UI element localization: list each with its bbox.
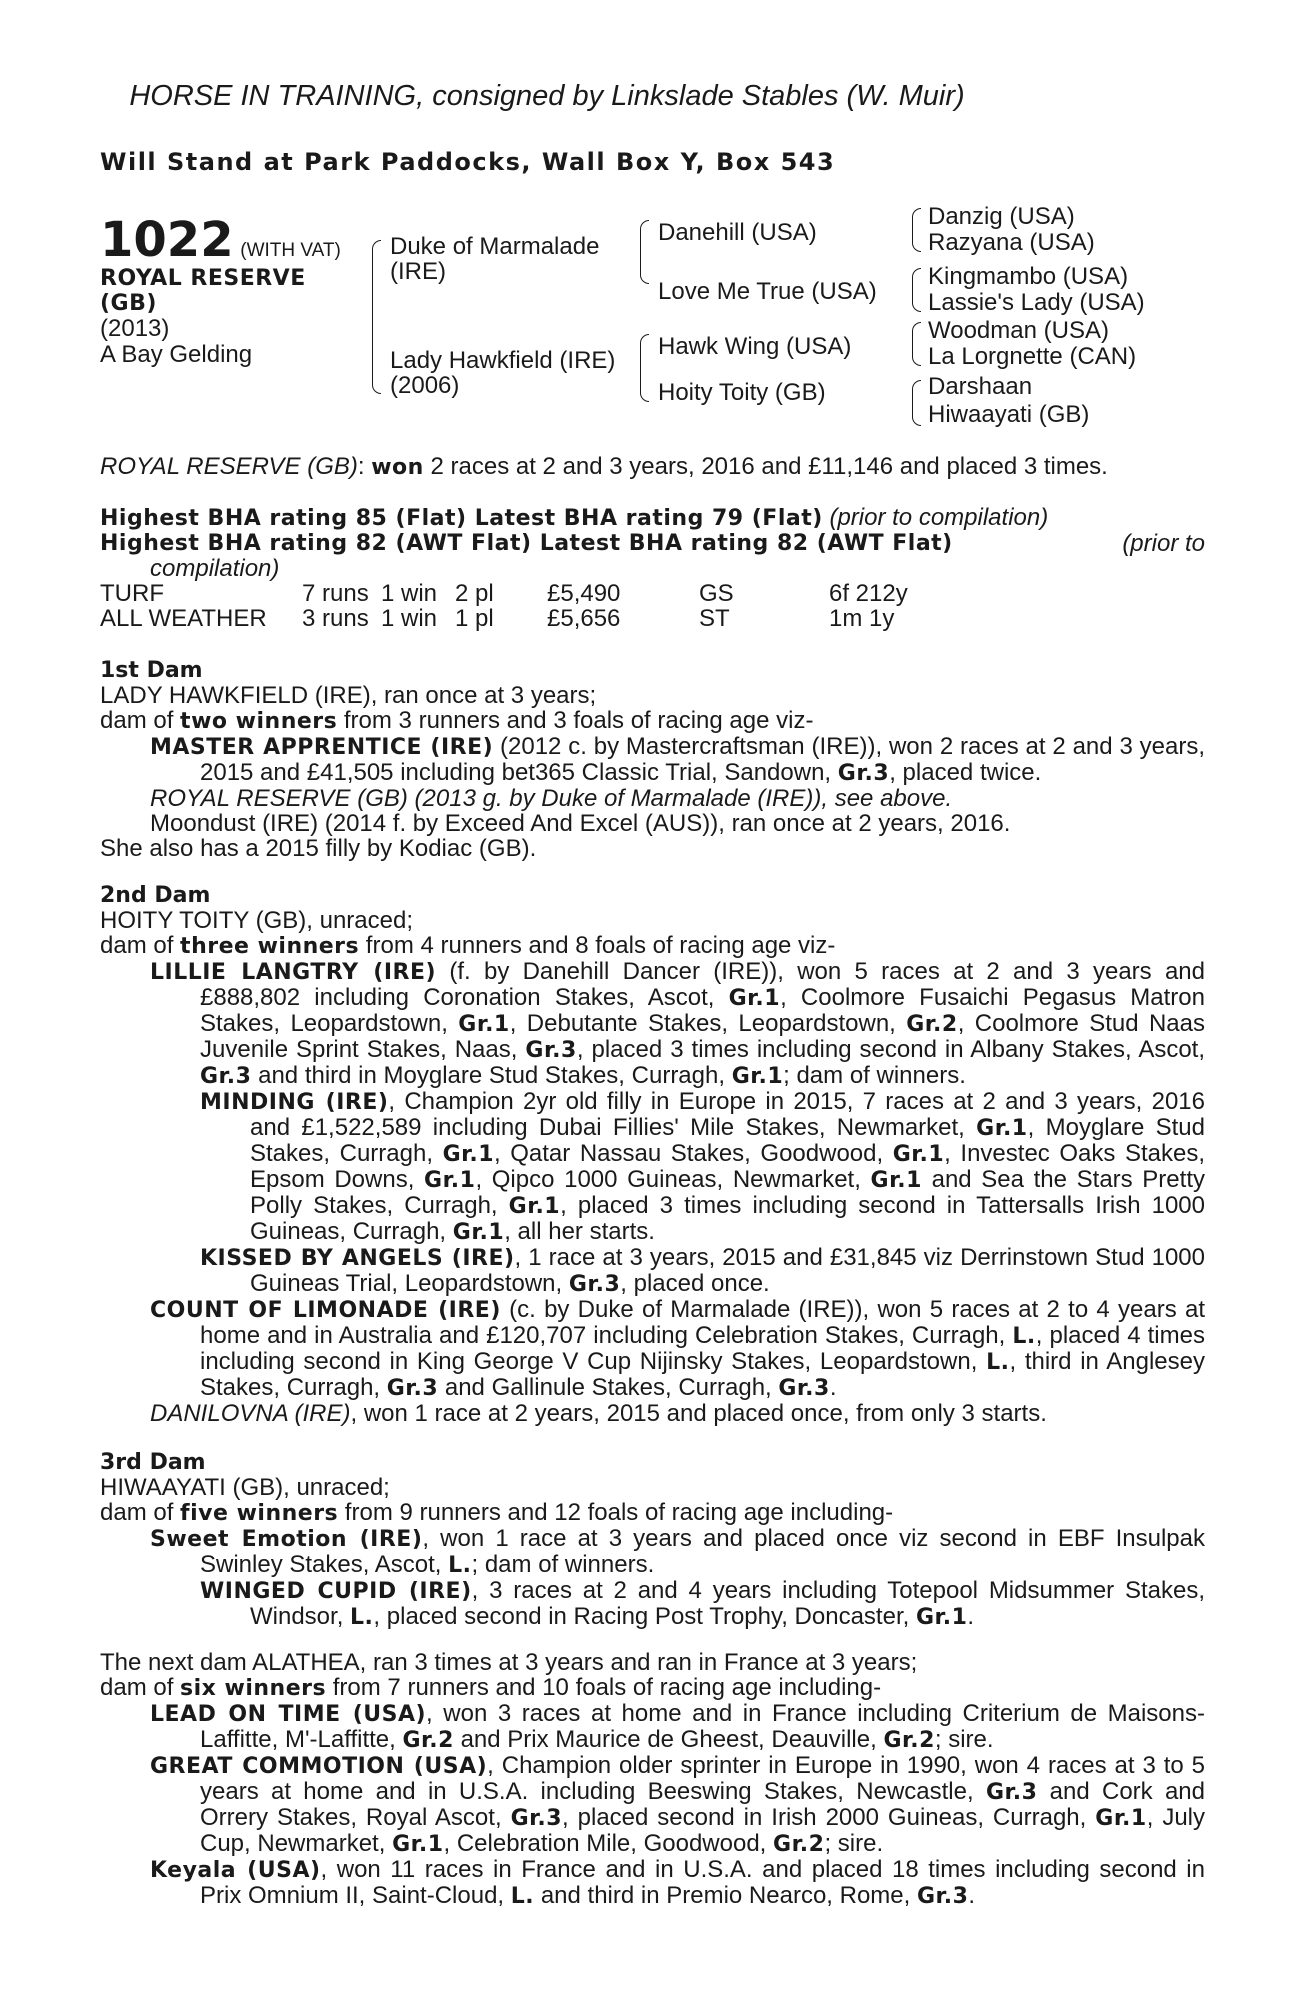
rating-flat: Highest BHA rating 85 (Flat) Latest BHA rating 79 (Flat) <box>100 506 823 531</box>
produce-entry: LILLIE LANGTRY (IRE) (f. by Danehill Dancer (IRE)), won 5 races at 2 and 3 years and £888,802 including Coronation Stakes, Ascot, Gr.1, Coolmore Fusaichi Pegasus Matron Stakes, Leopardstown, Gr.1, Debutante Stakes, Leopardstown, Gr.2, Coolmore Stud Naas Juvenile Sprint Stakes, Naas, Gr.3, placed 3 times including second in Albany Stakes, Ascot, Gr.3 and third in Moyglare Stud Stakes, Curragh, Gr.1; dam of winners. <box>150 958 1206 1089</box>
dam-intro: LADY HAWKFIELD (IRE), ran once at 3 years; <box>100 682 597 709</box>
dam-intro: The next dam ALATHEA, ran 3 times at 3 years and ran in France at 3 years; <box>100 1649 918 1676</box>
third-dam-section <box>100 1450 1205 1630</box>
section-heading: 3rd Dam <box>100 1450 206 1475</box>
summary-won: won <box>371 455 424 480</box>
form-wins: 1 win <box>381 580 438 607</box>
dam-of-line: dam of five winners from 9 runners and 12 foals of racing age including- <box>100 1499 894 1526</box>
form-going: GS <box>699 580 734 607</box>
pedigree-brace <box>912 380 921 426</box>
dam-sire: Hawk Wing (USA) <box>658 333 852 360</box>
form-runs: 7 runs <box>302 580 369 607</box>
pedigree-brace <box>912 268 921 312</box>
pedigree-brace <box>912 322 921 366</box>
sire-dam: Love Me True (USA) <box>658 278 877 305</box>
section-heading: 2nd Dam <box>100 883 211 908</box>
horse-year: (2013) <box>100 315 170 342</box>
form-surface: TURF <box>100 580 164 607</box>
form-earnings: £5,490 <box>547 580 621 607</box>
dam-dam: Hoity Toity (GB) <box>658 379 826 406</box>
form-places: 1 pl <box>455 605 494 632</box>
form-distance: 1m 1y <box>829 605 895 632</box>
second-dam-section <box>100 883 1205 1426</box>
g-sire: Danzig (USA) <box>928 203 1075 230</box>
dam-of-line: dam of two winners from 3 runners and 3 foals of racing age viz- <box>100 707 814 734</box>
produce-entry: GREAT COMMOTION (USA), Champion older sprinter in Europe in 1990, won 4 races at 3 to 5 years at home and in U.S.A. including Beeswing Stakes, Newcastle, Gr.3 and Cork and Orrery Stakes, Royal Ascot, Gr.3, placed second in Irish 2000 Guineas, Curragh, Gr.1, July Cup, Newmarket, Gr.1, Celebration Mile, Goodwood, Gr.2; sire. <box>150 1752 1206 1857</box>
pedigree-brace <box>912 208 921 252</box>
stand-location: Will Stand at Park Paddocks, Wall Box Y, Box 543 <box>100 148 836 176</box>
dam-intro: HOITY TOITY (GB), unraced; <box>100 907 413 934</box>
form-distance: 6f 212y <box>829 580 908 607</box>
pedigree-block <box>100 203 1205 428</box>
g-dam: Razyana (USA) <box>928 229 1095 256</box>
produce-entry: DANILOVNA (IRE), won 1 race at 2 years, 2015 and placed once, from only 3 starts. <box>150 1400 1047 1427</box>
form-going: ST <box>699 605 730 632</box>
g-dam: La Lorgnette (CAN) <box>928 343 1137 370</box>
produce-entry: Sweet Emotion (IRE), won 1 race at 3 years and placed once viz second in EBF Insulpak Swinley Stakes, Ascot, L.; dam of winners. <box>150 1525 1205 1578</box>
g-dam: Hiwaayati (GB) <box>928 401 1090 428</box>
dam: Lady Hawkfield (IRE) (2006) <box>390 347 616 399</box>
pedigree-brace <box>372 240 381 394</box>
section-heading: 1st Dam <box>100 658 203 683</box>
summary-horse: ROYAL RESERVE (GB) <box>100 453 358 480</box>
dam-of-line: dam of six winners from 7 runners and 10 foals of racing age including- <box>100 1674 882 1701</box>
g-sire: Darshaan <box>928 373 1033 400</box>
form-row <box>100 606 1205 631</box>
produce-entry: KISSED BY ANGELS (IRE), 1 race at 3 years, 2015 and £31,845 viz Derrinstown Stud 1000 Guineas Trial, Leopardstown, Gr.3, placed once. <box>200 1244 1205 1297</box>
form-earnings: £5,656 <box>547 605 621 632</box>
lot-header <box>100 212 341 268</box>
horse-name: ROYAL RESERVE (GB) <box>100 266 306 316</box>
dam-of-line: dam of three winners from 4 runners and 8 foals of racing age viz- <box>100 932 836 959</box>
form-surface: ALL WEATHER <box>100 605 267 632</box>
summary-sep: : <box>357 453 372 480</box>
form-places: 2 pl <box>455 580 494 607</box>
g-dam: Lassie's Lady (USA) <box>928 289 1145 316</box>
g-sire: Woodman (USA) <box>928 317 1109 344</box>
g-sire: Kingmambo (USA) <box>928 263 1129 290</box>
first-dam-section <box>100 658 1205 861</box>
next-dam-section <box>100 1650 1205 1909</box>
form-row <box>100 581 1205 606</box>
ratings <box>100 505 1205 631</box>
produce-entry: LEAD ON TIME (USA), won 3 races at home and in France including Criterium de Maisons-Laffitte, M'-Laffitte, Gr.2 and Prix Maurice de Gheest, Deauville, Gr.2; sire. <box>150 1700 1205 1753</box>
dam-intro: HIWAAYATI (GB), unraced; <box>100 1474 390 1501</box>
rating-note: (prior to <box>1122 530 1205 557</box>
horse-description: A Bay Gelding <box>100 341 253 368</box>
produce-entry: WINGED CUPID (IRE), 3 races at 2 and 4 years including Totepool Midsummer Stakes, Windsor, L., placed second in Racing Post Trophy, Doncaster, Gr.1. <box>200 1577 1205 1630</box>
produce-entry: MASTER APPRENTICE (IRE) (2012 c. by Mastercraftsman (IRE)), won 2 races at 2 and 3 years, 2015 and £41,505 including bet365 Classic Trial, Sandown, Gr.3, placed twice. <box>150 733 1205 786</box>
produce-entry: COUNT OF LIMONADE (IRE) (c. by Duke of Marmalade (IRE)), won 5 races at 2 to 4 years at home and in Australia and £120,707 including Celebration Stakes, Curragh, L., placed 4 times including second in King George V Cup Nijinsky Stakes, Leopardstown, L., third in Anglesey Stakes, Curragh, Gr.3 and Gallinule Stakes, Curragh, Gr.3. <box>150 1296 1205 1401</box>
produce-entry: Moondust (IRE) (2014 f. by Exceed And Excel (AUS)), ran once at 2 years, 2016. <box>150 810 1011 837</box>
summary-text: 2 races at 2 and 3 years, 2016 and £11,146 and placed 3 times. <box>423 453 1108 480</box>
rating-note-cont: compilation) <box>150 555 280 582</box>
produce-note: She also has a 2015 filly by Kodiac (GB). <box>100 835 537 862</box>
pedigree-brace <box>640 220 649 284</box>
page-title: HORSE IN TRAINING, consigned by Linkslade Stables (W. Muir) <box>129 80 965 112</box>
pedigree-brace <box>640 334 649 402</box>
produce-entry: Keyala (USA), won 11 races in France and in U.S.A. and placed 18 times including second in Prix Omnium II, Saint-Cloud, L. and third in Premio Nearco, Rome, Gr.3. <box>150 1856 1205 1909</box>
rating-awt: Highest BHA rating 82 (AWT Flat) Latest BHA rating 82 (AWT Flat) <box>100 531 953 556</box>
vat-note: (WITH VAT) <box>240 240 341 261</box>
produce-entry: MINDING (IRE), Champion 2yr old filly in Europe in 2015, 7 races at 2 and 3 years, 2016 and £1,522,589 including Dubai Fillies' Mile Stakes, Newmarket, Gr.1, Moyglare Stud Stakes, Curragh, Gr.1, Qatar Nassau Stakes, Goodwood, Gr.1, Investec Oaks Stakes, Epsom Downs, Gr.1, Qipco 1000 Guineas, Newmarket, Gr.1 and Sea the Stars Pretty Polly Stakes, Curragh, Gr.1, placed 3 times including second in Tattersalls Irish 1000 Guineas, Curragh, Gr.1, all her starts. <box>200 1088 1206 1245</box>
form-wins: 1 win <box>381 605 438 632</box>
sire-sire: Danehill (USA) <box>658 219 817 246</box>
produce-entry: ROYAL RESERVE (GB) (2013 g. by Duke of Marmalade (IRE)), see above. <box>150 785 953 812</box>
form-runs: 3 runs <box>302 605 369 632</box>
rating-note: (prior to compilation) <box>829 504 1049 531</box>
lot-number: 1022 <box>100 212 234 268</box>
sire: Duke of Marmalade (IRE) <box>390 233 600 285</box>
race-summary <box>100 454 1205 480</box>
